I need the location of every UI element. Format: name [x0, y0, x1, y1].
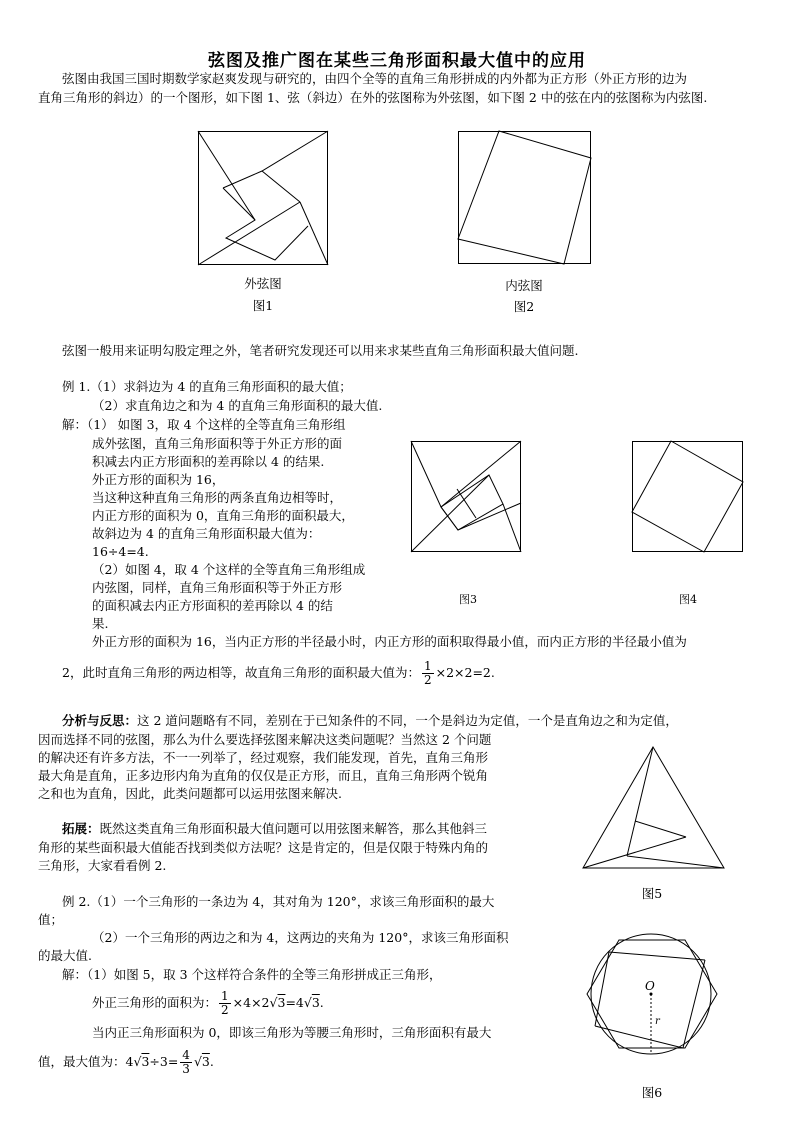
formula-text: 值，最大值为：4 — [38, 1054, 134, 1069]
radicand: 3 — [201, 1054, 210, 1069]
extension-line-1 — [62, 820, 487, 838]
figure-3-outer-chord-diagram — [411, 441, 521, 552]
example-1-solution-line: （2）如图 4，取 4 个这样的全等直角三角形组成 — [92, 562, 366, 577]
figure-2-caption: 图2 — [513, 299, 535, 314]
numerator: 1 — [221, 989, 229, 1003]
example-2-area-formula — [92, 990, 324, 1017]
figure-4-caption: 图4 — [679, 593, 697, 606]
analysis-line: 的解决还有许多方法，不一一列举了，经过观察，我们能发现，首先，直角三角形 — [38, 750, 489, 765]
example-1-solution-line: 16÷4=4. — [92, 544, 149, 559]
example-2-question-2: （2）一个三角形的两边之和为 4，这两边的夹角为 120°，求该三角形面积 — [92, 930, 509, 945]
formula-text: . — [209, 1054, 214, 1069]
example-1-question-1: 例 1.（1）求斜边为 4 的直角三角形面积的最大值； — [62, 379, 352, 394]
figure-3-caption: 图3 — [459, 593, 477, 606]
radicand: 3 — [141, 1054, 150, 1069]
formula-text: ×4×2 — [232, 995, 270, 1010]
answer-text: ×2×2=2. — [435, 665, 495, 680]
example-2-solution-line: 当内正三角形面积为 0，即该三角形为等腰三角形时，三角形面积有最大 — [92, 1025, 492, 1040]
sqrt-sign: √ — [303, 995, 312, 1010]
intro-line-2: 直角三角形的斜边）的一个图形，如下图 1、弦（斜边）在外的弦图称为外弦图，如下图 2 中的弦在内的弦图称为内弦图. — [38, 90, 708, 105]
denominator: 3 — [182, 1062, 190, 1076]
sqrt-sign: √ — [133, 1054, 142, 1069]
formula-text: =4 — [285, 995, 304, 1010]
numerator: 1 — [423, 659, 432, 673]
analysis-line-1 — [62, 712, 678, 730]
example-1-solution-line: 内正方形的面积为 0，直角三角形的面积最大， — [92, 508, 354, 523]
analysis-line: 之和也为直角，因此，此类问题都可以运用弦图来解决. — [38, 786, 342, 801]
example-1-solution-line: 的面积减去内正方形面积的差再除以 4 的结 — [92, 598, 333, 613]
example-1-solution-line: 外正方形的面积为 16， — [92, 472, 225, 487]
usage-paragraph: 弦图一般用来证明勾股定理之外，笔者研究发现还可以用来求某些直角三角形面积最大值问题. — [62, 343, 579, 358]
denominator: 2 — [423, 673, 432, 687]
example-1-solution-line: 成外弦图，直角三角形面积等于外正方形的面 — [92, 436, 343, 451]
figure-2-label: 内弦图 — [505, 278, 543, 293]
example-1-solution-line: 故斜边为 4 的直角三角形面积最大值为： — [92, 526, 321, 541]
analysis-line: 因而选择不同的弦图，那么为什么要选择弦图来解决这类问题呢？当然这 2 个问题 — [38, 732, 492, 747]
formula-text: . — [319, 995, 324, 1010]
answer-text: 2，此时直角三角形的两边相等，故直角三角形的面积最大值为： — [62, 665, 420, 680]
figure-4-inner-chord-diagram — [632, 441, 743, 552]
figure-6-hexagon-diagram — [585, 932, 719, 1056]
extension-label: 拓展： — [62, 821, 100, 836]
denominator: 2 — [221, 1003, 229, 1017]
figure-5-triangle-diagram — [583, 747, 725, 869]
sqrt-sign: √ — [193, 1054, 202, 1069]
figure-1-caption: 图1 — [252, 298, 274, 313]
example-1-question-2: （2）求直角边之和为 4 的直角三角形面积的最大值. — [92, 398, 383, 413]
figure-6-caption: 图6 — [641, 1085, 663, 1100]
radicand: 3 — [311, 995, 320, 1010]
extension-text: 既然这类直角三角形面积最大值问题可以用弦图来解答，那么其他斜三 — [99, 821, 488, 836]
figure-2-inner-chord-diagram — [458, 131, 591, 264]
fraction — [180, 1049, 192, 1076]
example-1-solution-line: 解：（1） 如图 3，取 4 个这样的全等直角三角形组 — [62, 417, 346, 432]
analysis-text: 这 2 道问题略有不同，差别在于已知条件的不同，一个是斜边为定值，一个是直角边之和为定值， — [137, 713, 678, 728]
fraction — [219, 990, 231, 1017]
figure-1-label: 外弦图 — [244, 276, 282, 291]
example-1-solution-line: 外正方形的面积为 16，当内正方形的半径最小时，内正方形的面积取得最小值，而内正方形的半径最小值为 — [92, 634, 687, 649]
example-2-question-1-cont: 值； — [38, 912, 64, 927]
example-2-max-value — [38, 1049, 214, 1076]
figure-6-radius-label: r — [655, 1016, 660, 1027]
example-1-solution-line: 果. — [92, 616, 109, 631]
analysis-label: 分析与反思： — [62, 713, 138, 728]
fraction — [422, 660, 434, 687]
extension-line: 三角形，大家看看例 2. — [38, 858, 167, 873]
formula-text: 外正三角形的面积为： — [92, 995, 218, 1010]
example-2-solution-line: 解：（1）如图 5，取 3 个这样符合条件的全等三角形拼成正三角形， — [62, 967, 442, 982]
intro-line-1: 弦图由我国三国时期数学家赵爽发现与研究的，由四个全等的直角三角形拼成的内外都为正方形（外正方形的边为 — [62, 71, 688, 86]
page-title: 弦图及推广图在某些三角形面积最大值中的应用 — [208, 51, 586, 71]
formula-text: ÷3= — [149, 1054, 179, 1069]
numerator: 4 — [182, 1048, 190, 1062]
figure-6-center-label: O — [645, 979, 655, 993]
example-1-solution-line: 积减去内正方形面积的差再除以 4 的结果. — [92, 454, 325, 469]
example-1-solution-line: 内弦图，同样，直角三角形面积等于外正方形 — [92, 580, 343, 595]
sqrt-sign: √ — [269, 995, 278, 1010]
analysis-line: 最大角是直角，正多边形内角为直角的仅仅是正方形，而且，直角三角形两个锐角 — [38, 768, 489, 783]
example-1-solution-line: 当这种这种直角三角形的两条直角边相等时， — [92, 490, 343, 505]
example-2-question-2-cont: 的最大值. — [38, 948, 92, 963]
extension-line: 角形的某些面积最大值能否找到类似方法呢？这是肯定的，但是仅限于特殊内角的 — [38, 840, 489, 855]
radicand: 3 — [277, 995, 286, 1010]
figure-5-caption: 图5 — [641, 886, 663, 901]
example-2-question-1: 例 2.（1）一个三角形的一条边为 4，其对角为 120°，求该三角形面积的最大 — [62, 894, 495, 909]
example-1-final-answer — [62, 660, 495, 687]
figure-1-outer-chord-diagram — [198, 131, 328, 265]
